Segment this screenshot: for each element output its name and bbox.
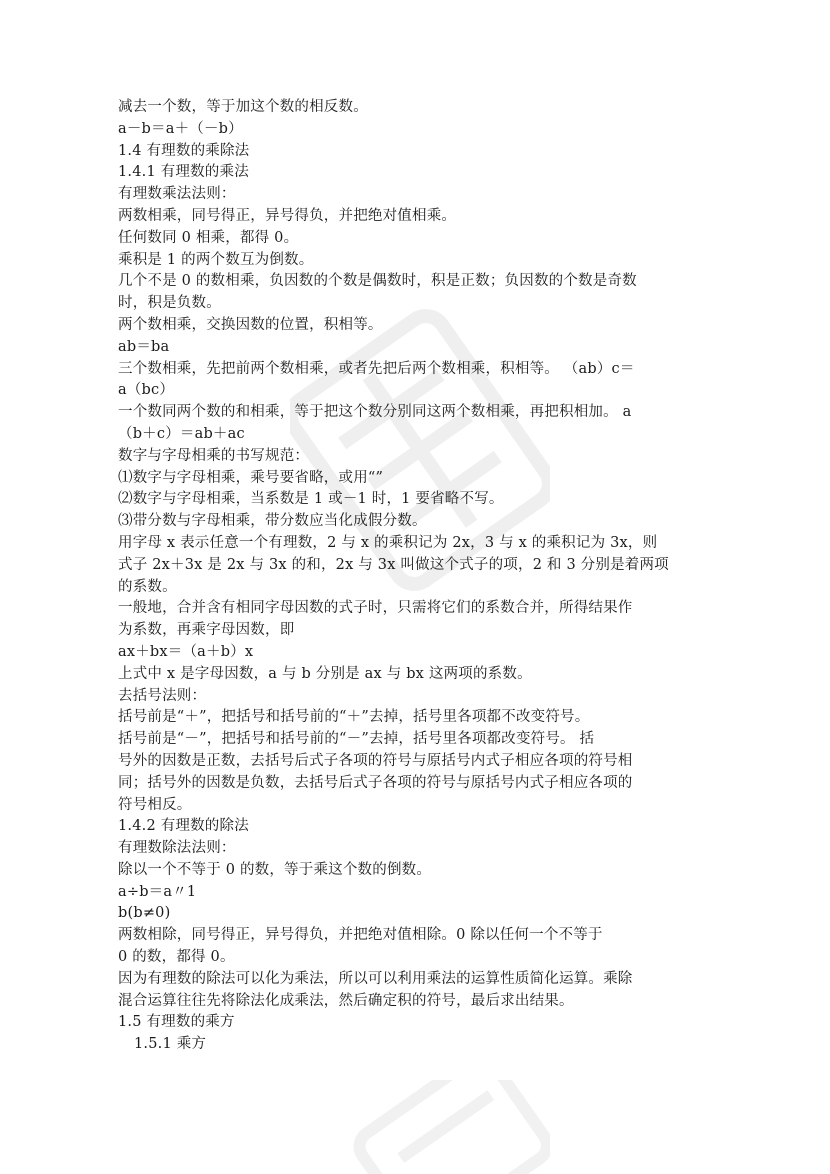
formula-line: a－b＝a＋（－b） [118,120,243,137]
formula-line: a（bc） [118,382,175,399]
formula-line: （b＋c）＝ab＋ac [118,425,245,442]
text-line: 为系数，再乘字母因数，即 [118,622,295,639]
subsection-heading: 1.5.1 乘方 [134,1036,207,1053]
subsection-heading: 1.4.1 有理数的乘法 [118,164,249,181]
text-line: 一般地，合并含有相同字母因数的式子时，只需将它们的系数合并，所得结果作 [118,600,633,617]
section-heading: 1.5 有理数的乘方 [118,1014,235,1031]
text-line: 上式中 x 是字母因数，a 与 b 分别是 ax 与 bx 这两项的系数。 [118,665,532,682]
rule-heading: 有理数乘法法则： [118,186,236,203]
text-line: 两数相除，同号得正，异号得负，并把绝对值相除。0 除以任何一个不等于 [118,927,603,944]
text-line: 符号相反。 [118,796,192,813]
subsection-heading: 1.4.2 有理数的除法 [118,818,249,835]
text-line: 混合运算往往先将除法化成乘法，然后确定积的符号，最后求出结果。 [118,992,574,1009]
text-line: 三个数相乘，先把前两个数相乘，或者先把后两个数相乘，积相等。 （ab）c＝ [118,360,635,377]
text-line: 时，积是负数。 [118,295,221,312]
text-line: 减去一个数，等于加这个数的相反数。 [118,99,368,115]
text-line: 括号前是“－”，把括号和括号前的“－”去掉，括号里各项都改变符号。 括 [118,731,595,748]
text-line: 号外的因数是正数，去括号后式子各项的符号与原括号内式子相应各项的符号相 [118,752,633,769]
rule-heading: 数字与字母相乘的书写规范： [118,447,310,464]
text-line: 一个数同两个数的和相乘，等于把这个数分别同这两个数相乘，再把积相加。 a [118,404,632,421]
list-item: ⑶带分数与字母相乘，带分数应当化成假分数。 [118,513,427,530]
text-line: 用字母 x 表示任意一个有理数，2 与 x 的乘积记为 2x，3 与 x 的乘积记为 3x，则 [118,534,658,551]
text-line: 除以一个不等于 0 的数，等于乘这个数的倒数。 [118,861,432,878]
formula-line: ax＋bx＝（a＋b）x [118,643,254,660]
formula-line: a÷b＝a〃1 [118,883,197,900]
text-line: 乘积是 1 的两个数互为倒数。 [118,251,314,268]
text-line: 0 的数，都得 0。 [118,949,235,966]
formula-line: b(b≠0) [118,905,171,922]
text-line: 两个数相乘，交换因数的位置，积相等。 [118,316,383,333]
list-item: ⑵数字与字母相乘，当系数是 1 或－1 时，1 要省略不写。 [118,491,504,508]
watermark-fragment-icon [330,1080,550,1174]
rule-heading: 去括号法则： [118,687,207,704]
text-line: 式子 2x＋3x 是 2x 与 3x 的和，2x 与 3x 叫做这个式子的项，2 和 3 分别是着两项 [118,556,669,573]
rule-heading: 有理数除法法则： [118,840,236,857]
document-body [118,97,714,1056]
formula-line: ab＝ba [118,338,170,355]
text-line: 因为有理数的除法可以化为乘法，所以可以利用乘法的运算性质简化运算。乘除 [118,970,633,987]
text-line: 的系数。 [118,578,177,595]
text-line: 括号前是“＋”，把括号和括号前的“＋”去掉，括号里各项都不改变符号。 [118,709,590,726]
text-line: 同；括号外的因数是负数，去括号后式子各项的符号与原括号内式子相应各项的 [118,774,633,791]
text-line: 几个不是 0 的数相乘，负因数的个数是偶数时，积是正数；负因数的个数是奇数 [118,273,637,290]
section-heading: 1.4 有理数的乘除法 [118,142,250,159]
list-item: ⑴数字与字母相乘，乘号要省略，或用“” [118,469,384,486]
text-line: 两数相乘，同号得正，异号得负，并把绝对值相乘。 [118,207,457,224]
text-line: 任何数同 0 相乘，都得 0。 [118,229,299,246]
